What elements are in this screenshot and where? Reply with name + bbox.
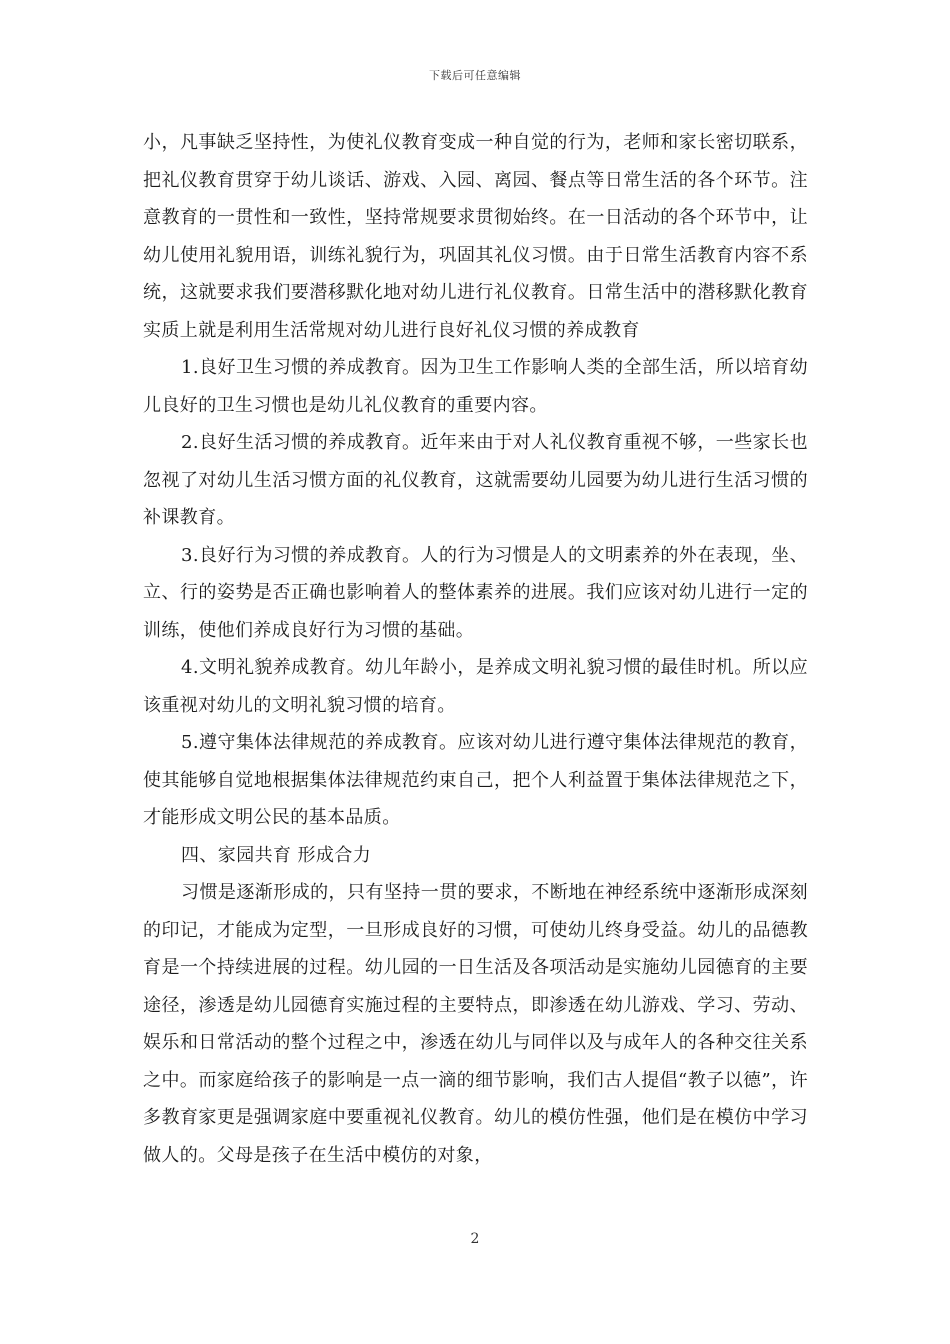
page-header: 下载后可任意编辑 [429,69,521,82]
list-item-courtesy: 4.文明礼貌养成教育。幼儿年龄小，是养成文明礼貌习惯的最佳时机。所以应该重视对幼儿的文明礼貌习惯的培育。 [143,657,808,716]
list-item-living-habits: 2.良好生活习惯的养成教育。近年来由于对人礼仪教育重视不够，一些家长也忽视了对幼儿生活习惯方面的礼仪教育，这就需要幼儿园要为幼儿进行生活习惯的补课教育。 [143,432,808,528]
page-number: 2 [470,1231,480,1247]
list-item-hygiene: 1.良好卫生习惯的养成教育。因为卫生工作影响人类的全部生活，所以培育幼儿良好的卫生习惯也是幼儿礼仪教育的重要内容。 [143,357,808,416]
document-body [143,124,808,1174]
body-paragraph: 小，凡事缺乏坚持性，为使礼仪教育变成一种自觉的行为，老师和家长密切联系，把礼仪教育贯穿于幼儿谈话、游戏、入园、离园、餐点等日常生活的各个环节。注意教育的一贯性和一致性，坚持常规要求贯彻始终。在一日活动的各个环节中，让幼儿使用礼貌用语，训练礼貌行为，巩固其礼仪习惯。由于日常生活教育内容不系统，这就要求我们要潜移默化地对幼儿进行礼仪教育。日常生活中的潜移默化教育实质上就是利用生活常规对幼儿进行良好礼仪习惯的养成教育 [143,132,808,341]
list-item-behavior: 3.良好行为习惯的养成教育。人的行为习惯是人的文明素养的外在表现，坐、立、行的姿势是否正确也影响着人的整体素养的进展。我们应该对幼儿进行一定的训练，使他们养成良好行为习惯的基础。 [143,544,808,641]
section-heading: 四、家园共育 形成合力 [181,844,372,866]
body-paragraph: 习惯是逐渐形成的，只有坚持一贯的要求，不断地在神经系统中逐渐形成深刻的印记，才能成为定型，一旦形成良好的习惯，可使幼儿终身受益。幼儿的品德教育是一个持续进展的过程。幼儿园的一日生活及各项活动是实施幼儿园德育的主要途径，渗透是幼儿园德育实施过程的主要特点，即渗透在幼儿游戏、学习、劳动、娱乐和日常活动的整个过程之中，渗透在幼儿与同伴以及与成年人的各种交往关系之中。而家庭给孩子的影响是一点一滴的细节影响，我们古人提倡“教子以德”，许多教育家更是强调家庭中要重视礼仪教育。幼儿的模仿性强，他们是在模仿中学习做人的。父母是孩子在生活中模仿的对象， [143,882,808,1166]
list-item-collective-rules: 5.遵守集体法律规范的养成教育。应该对幼儿进行遵守集体法律规范的教育，使其能够自觉地根据集体法律规范约束自己，把个人利益置于集体法律规范之下，才能形成文明公民的基本品质。 [143,732,808,828]
